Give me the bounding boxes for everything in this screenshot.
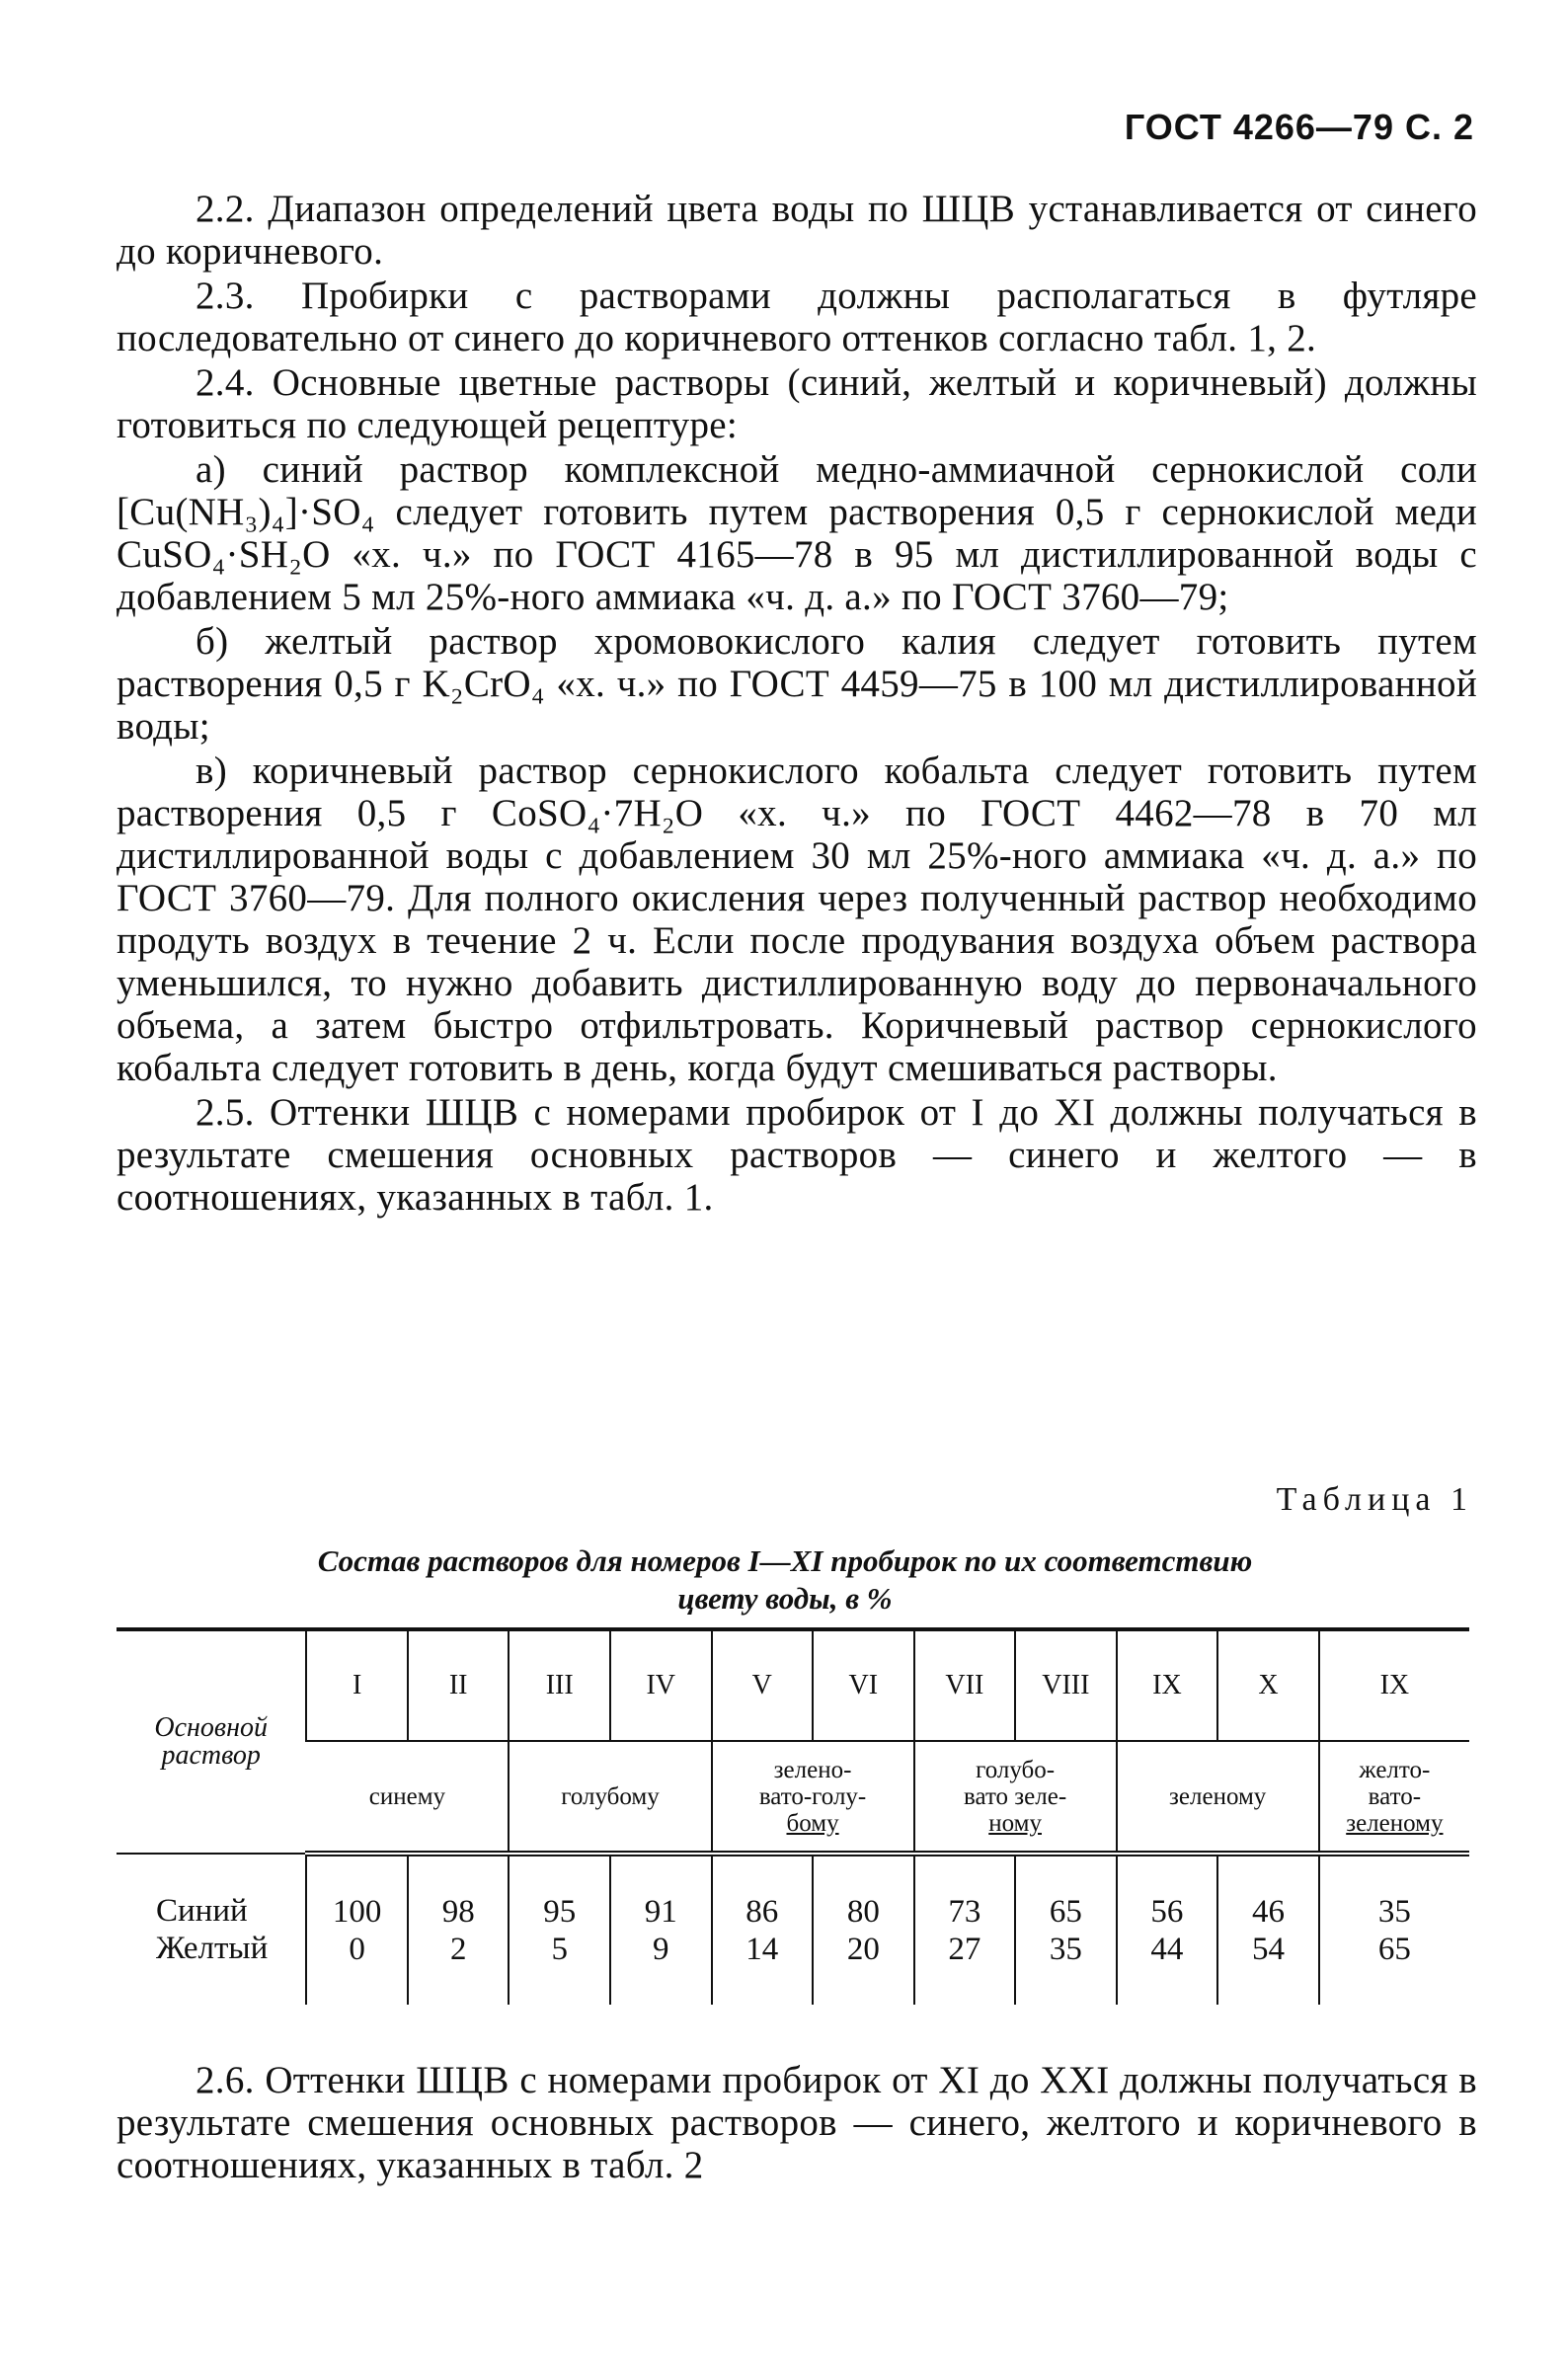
table-caption-line-1: Состав растворов для номеров I—XI пробирок по их соответствию <box>317 1543 1253 1578</box>
tube-number: IV <box>610 1629 712 1741</box>
shade-line: синему <box>368 1782 446 1810</box>
solution-names-cell <box>117 1854 306 2005</box>
value-cell <box>1217 1854 1319 2005</box>
shade-line: вато-голу- <box>758 1782 867 1810</box>
paragraph-2-4: 2.4. Основные цветные растворы (синий, желтый и коричневый) должны готовиться по следующей рецептуре: <box>117 361 1477 446</box>
blue-value: 91 <box>644 1894 677 1930</box>
solution-name: Синий <box>156 1893 248 1929</box>
blue-value: 86 <box>745 1894 779 1930</box>
composition-table-grid <box>117 1627 1469 2005</box>
paragraph-2-3: 2.3. Пробирки с растворами должны располагаться в футляре последовательно от синего до коричневого оттенков согласно табл. 1, 2. <box>117 275 1477 359</box>
blue-value: 65 <box>1049 1894 1082 1930</box>
paragraph-2-4-b: б) желтый раствор хромовокислого калия следует готовить путем растворения 0,5 г K₂CrO₄ «х. ч.» по ГОСТ 4459—75 в 100 мл дистиллированной воды; <box>117 620 1477 748</box>
paragraph-2-6: 2.6. Оттенки ШЦВ с номерами пробирок от XI до XXI должны получаться в результате смешения основных растворов — синего, желтого и коричневого в соотношениях, указанных в табл. 2 <box>117 2059 1477 2186</box>
table-body-row <box>117 1854 1469 2005</box>
yellow-value: 5 <box>551 1932 568 1967</box>
tube-number: VI <box>813 1629 914 1741</box>
shade-line: зеленому <box>1346 1809 1444 1837</box>
shade-line: вато зеле- <box>964 1782 1067 1810</box>
shade-line: вато- <box>1368 1782 1422 1810</box>
tube-number: III <box>509 1629 610 1741</box>
value-cell <box>306 1854 408 2005</box>
shade-line: зелено- <box>773 1756 852 1783</box>
shade-line: зеленому <box>1169 1782 1267 1810</box>
yellow-value: 0 <box>349 1932 365 1967</box>
tube-number: I <box>306 1629 408 1741</box>
blue-value: 100 <box>332 1894 382 1930</box>
yellow-value: 54 <box>1251 1932 1285 1967</box>
row-header-cell: Основной раствор <box>117 1629 306 1854</box>
table-header-numbers <box>117 1629 1469 1741</box>
blue-value: 95 <box>543 1894 577 1930</box>
shade-cell <box>1117 1741 1319 1854</box>
shade-cell <box>1319 1741 1469 1854</box>
shade-cell <box>509 1741 711 1854</box>
shade-line: голубо- <box>976 1756 1056 1783</box>
final-text <box>117 2059 1477 2188</box>
body-text <box>117 188 1477 1221</box>
yellow-value: 2 <box>449 1932 467 1967</box>
shade-line: ному <box>988 1809 1042 1837</box>
yellow-value: 44 <box>1150 1932 1184 1967</box>
value-cell <box>813 1854 914 2005</box>
value-cell <box>509 1854 610 2005</box>
yellow-value: 14 <box>745 1932 779 1967</box>
paragraph-2-2: 2.2. Диапазон определений цвета воды по ШЦВ устанавливается от синего до коричневого. <box>117 188 1477 273</box>
paragraph-2-5: 2.5. Оттенки ШЦВ с номерами пробирок от I до XI должны получаться в результате смешения основных растворов — синего и желтого — в соотношениях, указанных в табл. 1. <box>117 1091 1477 1219</box>
blue-value: 46 <box>1251 1894 1285 1930</box>
shade-cell <box>914 1741 1117 1854</box>
tube-number: VIII <box>1015 1629 1117 1741</box>
shade-line: бому <box>786 1809 839 1837</box>
yellow-value: 27 <box>948 1932 981 1967</box>
composition-table <box>117 1627 1469 2005</box>
blue-value: 35 <box>1377 1894 1411 1930</box>
value-cell <box>914 1854 1016 2005</box>
table-label: Таблица 1 <box>1276 1481 1473 1518</box>
yellow-value: 35 <box>1049 1932 1082 1967</box>
shade-line: голубому <box>561 1782 660 1810</box>
value-cell <box>1015 1854 1117 2005</box>
value-cell <box>1117 1854 1218 2005</box>
blue-value: 56 <box>1150 1894 1184 1930</box>
tube-number: II <box>408 1629 510 1741</box>
shade-line: желто- <box>1359 1756 1431 1783</box>
blue-value: 80 <box>846 1894 880 1930</box>
table-header-shades <box>117 1741 1469 1854</box>
value-cell <box>712 1854 814 2005</box>
yellow-value: 9 <box>653 1932 669 1967</box>
table-caption-line-2: цвету воды, в % <box>677 1581 893 1616</box>
blue-value: 98 <box>441 1894 475 1930</box>
tube-number: VII <box>914 1629 1016 1741</box>
tube-number: IX <box>1319 1629 1469 1741</box>
page-header: ГОСТ 4266—79 С. 2 <box>1124 107 1474 147</box>
yellow-value: 20 <box>846 1932 880 1967</box>
value-cell <box>610 1854 712 2005</box>
value-cell <box>408 1854 510 2005</box>
tube-number: X <box>1217 1629 1319 1741</box>
table-caption <box>158 1542 1412 1618</box>
tube-number: IX <box>1117 1629 1218 1741</box>
paragraph-2-4-v: в) коричневый раствор сернокислого кобальта следует готовить путем растворения 0,5 г CoSO₄·7H₂O «х. ч.» по ГОСТ 4462—78 в 70 мл дистиллированной воды с добавлением 30 мл 25%-ного аммиака «ч. д. а.» по ГОСТ 3760—79. Для полного окисления через полученный раствор необходимо продуть воздух в течение 2 ч. Если после продувания воздуха объем раствора уменьшился, то нужно добавить дистиллированную воду до первоначального объема, а затем быстро отфильтровать. Коричневый раствор сернокислого кобальта следует готовить в день, когда будут смешиваться растворы. <box>117 750 1477 1089</box>
tube-number: V <box>712 1629 814 1741</box>
blue-value: 73 <box>948 1894 981 1930</box>
solution-name: Желтый <box>156 1931 269 1966</box>
value-cell <box>1319 1854 1469 2005</box>
yellow-value: 65 <box>1377 1932 1411 1967</box>
shade-cell <box>712 1741 914 1854</box>
shade-cell <box>306 1741 509 1854</box>
paragraph-2-4-a: а) синий раствор комплексной медно-аммиачной сернокислой соли [Cu(NH₃)₄]·SO₄ следует готовить путем растворения 0,5 г сернокислой меди CuSO₄·SH₂O «х. ч.» по ГОСТ 4165—78 в 95 мл дистиллированной воды с добавлением 5 мл 25%-ного аммиака «ч. д. а.» по ГОСТ 3760—79; <box>117 448 1477 618</box>
